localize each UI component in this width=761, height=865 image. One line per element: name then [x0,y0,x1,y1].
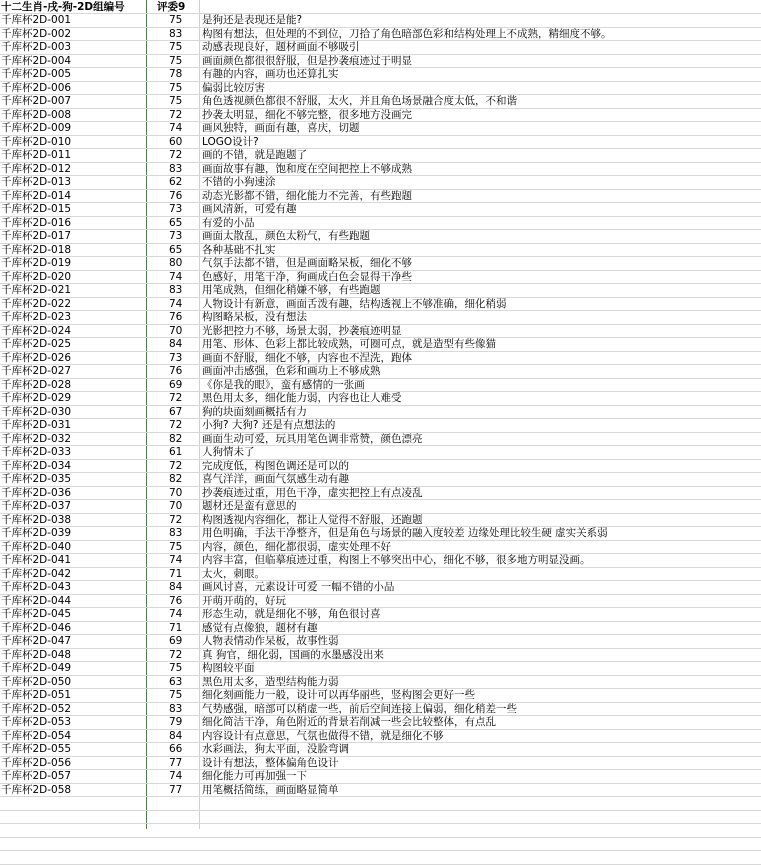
cell-id[interactable]: 千库杯2D-004 [1,54,72,67]
cell-comment[interactable]: 动态光影都不错，细化能力不完善，有些跑题 [202,189,412,202]
cell-score[interactable]: 72 [169,108,183,121]
cell-comment[interactable]: 内容，颜色，细化都很弱，虚实处理不好 [202,540,391,553]
cell-score[interactable]: 84 [169,581,183,593]
cell-comment[interactable]: 开萌开萌的，好玩 [202,594,286,607]
cell-id[interactable]: 千库杯2D-052 [1,702,72,715]
table-row [0,14,761,28]
cell-id[interactable]: 千库杯2D-029 [1,392,72,404]
cell-id[interactable]: 千库杯2D-037 [1,500,72,512]
cell-id[interactable]: 千库杯2D-033 [1,446,72,458]
empty-row[interactable] [0,811,761,825]
cell-comment[interactable]: 气势感强，暗部可以稍虚一些，前后空间连接上偏弱，细化稍差一些 [202,702,517,715]
cell-comment[interactable]: 细化刻画能力一般，设计可以再华丽些，竖构图会更好一些 [202,689,475,701]
cell-comment[interactable]: 光影把控力不够，场景太弱，抄袭痕迹明显 [202,324,402,337]
table-row [0,460,761,474]
cell-score[interactable]: 74 [169,608,183,620]
cell-comment[interactable]: 画风独特，画面有趣，喜庆，切题 [202,122,360,134]
table-row [0,163,761,177]
cell-score[interactable]: 75 [169,95,183,107]
table-row [0,500,761,514]
cell-score[interactable]: 78 [169,68,183,80]
cell-score[interactable]: 75 [169,81,183,94]
table-row [0,298,761,312]
cell-id[interactable]: 千库杯2D-024 [1,324,72,337]
header-cell-id[interactable]: 十二生肖-戌-狗-2D组编号 [1,1,125,13]
cell-comment[interactable]: 各种基础不扎实 [202,243,276,256]
cell-comment[interactable]: 真 狗官，细化弱，国画的水墨感没出来 [202,648,384,661]
cell-score[interactable]: 77 [169,783,183,796]
table-row [0,41,761,55]
cell-score[interactable]: 83 [169,27,183,40]
cell-comment[interactable]: 设计有想法，整体偏角色设计 [202,756,339,769]
cell-comment[interactable]: 用色明确，手法干净整齐，但是角色与场景的融入度较差 边缘处理比较生硬 虚实关系弱 [202,527,608,539]
cell-score[interactable]: 83 [169,162,183,175]
cell-score[interactable]: 75 [169,662,183,674]
cell-comment[interactable]: 黑色用太多，细化能力弱，内容也让人难受 [202,392,402,404]
cell-comment[interactable]: 有爱的小品 [202,216,255,229]
cell-comment[interactable]: 不错的小狗速涂 [202,176,276,188]
cell-id[interactable]: 千库杯2D-038 [1,513,72,526]
cell-comment[interactable]: 画面颜色都很很舒服，但是抄袭痕迹过于明显 [202,54,412,67]
cell-id[interactable]: 千库杯2D-046 [1,621,72,634]
cell-comment[interactable]: 喜气洋洋，画面气氛感生动有趣 [202,473,349,485]
cell-id[interactable]: 千库杯2D-042 [1,567,72,580]
cell-score[interactable]: 74 [169,270,183,283]
table-row [0,676,761,690]
cell-score[interactable]: 77 [169,756,183,769]
cell-id[interactable]: 千库杯2D-008 [1,108,72,121]
cell-id[interactable]: 千库杯2D-016 [1,216,72,229]
table-row [0,514,761,528]
cell-score[interactable]: 72 [169,648,183,661]
cell-comment[interactable]: 内容设计有点意思，气氛也做得不错，就是细化不够 [202,729,444,742]
table-row [0,622,761,636]
cell-comment[interactable]: 构图略呆板，没有想法 [202,311,307,323]
cell-score[interactable]: 73 [169,203,183,215]
cell-score[interactable]: 70 [169,500,183,512]
cell-score[interactable]: 69 [169,635,183,647]
table-row [0,55,761,69]
empty-row[interactable] [0,838,761,852]
cell-comment[interactable]: 太火，刺眼。 [202,567,265,580]
cell-score[interactable]: 74 [169,297,183,310]
cell-id[interactable]: 千库杯2D-007 [1,95,72,107]
cell-score[interactable]: 66 [169,743,183,755]
cell-score[interactable]: 76 [169,594,183,607]
cell-id[interactable]: 千库杯2D-047 [1,635,72,647]
table-row [0,487,761,501]
table-row [0,217,761,231]
cell-comment[interactable]: 画面故事有趣，饱和度在空间把控上不够成熟 [202,162,412,175]
cell-id[interactable]: 千库杯2D-057 [1,770,72,782]
cell-comment[interactable]: 画风讨喜，元素设计可爱 一幅不错的小品 [202,581,395,593]
table-row [0,757,761,771]
table-row [0,595,761,609]
cell-id[interactable]: 千库杯2D-017 [1,230,72,242]
table-row [0,311,761,325]
cell-score[interactable]: 76 [169,365,183,377]
cell-score[interactable]: 83 [169,527,183,539]
cell-score[interactable]: 82 [169,432,183,445]
cell-score[interactable]: 71 [169,567,183,580]
table-row [0,284,761,298]
cell-score[interactable]: 83 [169,702,183,715]
cell-id[interactable]: 千库杯2D-027 [1,365,72,377]
table-row [0,527,761,541]
cell-comment[interactable]: 抄袭太明显，细化不够完整，很多地方没画完 [202,108,412,121]
cell-id[interactable]: 千库杯2D-055 [1,743,72,755]
cell-score[interactable]: 72 [169,419,183,431]
cell-id[interactable]: 千库杯2D-030 [1,405,72,418]
cell-comment[interactable]: 构图透视内容细化，都让人觉得不舒服，还跑题 [202,513,423,526]
cell-id[interactable]: 千库杯2D-022 [1,297,72,310]
cell-comment[interactable]: 角色透视颜色都很不舒服，太火，并且角色场景融合度太低，不和谐 [202,95,517,107]
cell-score[interactable]: 75 [169,540,183,553]
cell-id[interactable]: 千库杯2D-009 [1,122,72,134]
table-row [0,257,761,271]
cell-comment[interactable]: 形态生动，就是细化不够，角色很讨喜 [202,608,381,620]
cell-score[interactable]: 72 [169,149,183,161]
table-row [0,190,761,204]
table-row [0,446,761,460]
cell-score[interactable]: 70 [169,486,183,499]
cell-id[interactable]: 千库杯2D-023 [1,311,72,323]
cell-comment[interactable]: 题材还是蛮有意思的 [202,500,297,512]
table-row [0,703,761,717]
cell-score[interactable]: 67 [169,405,183,418]
cell-score[interactable]: 76 [169,311,183,323]
table-row [0,419,761,433]
cell-comment[interactable]: 内容丰富，但临摹痕迹过重，构图上不够突出中心，细化不够，很多地方明显没画。 [202,554,591,566]
data-rows [0,14,761,865]
cell-score[interactable]: 69 [169,378,183,391]
table-row [0,325,761,339]
cell-comment[interactable]: 画风清新，可爱有趣 [202,203,297,215]
table-row [0,271,761,285]
cell-comment[interactable]: 色感好，用笔干净，狗画成白色会显得干净些 [202,270,412,283]
table-row [0,392,761,406]
cell-id[interactable]: 千库杯2D-053 [1,716,72,728]
table-row [0,176,761,190]
table-row [0,203,761,217]
cell-score[interactable]: 83 [169,284,183,296]
cell-comment[interactable]: 用笔、形体、色彩上都比较成熟，可圈可点，就是造型有些像猫 [202,338,496,350]
cell-score[interactable]: 60 [169,135,183,148]
empty-row[interactable] [0,851,761,865]
cell-id[interactable]: 千库杯2D-010 [1,135,72,148]
cell-comment[interactable]: 是狗还是表现还是能? [202,14,303,26]
cell-score[interactable]: 84 [169,338,183,350]
table-row [0,608,761,622]
cell-comment[interactable]: 狗的块面刻画概括有力 [202,405,307,418]
cell-id[interactable]: 千库杯2D-028 [1,378,72,391]
cell-comment[interactable]: 画的不错，就是跑题了 [202,149,307,161]
empty-row[interactable] [0,824,761,838]
cell-comment[interactable]: 画面不舒服，细化不够，内容也不涅洗，跑体 [202,351,412,364]
cell-comment[interactable]: 用笔概括简练，画面略显简单 [202,783,339,796]
cell-id[interactable]: 千库杯2D-035 [1,473,72,485]
table-row [0,365,761,379]
cell-comment[interactable]: 小狗? 大狗? 还是有点想法的 [202,419,336,431]
cell-id[interactable]: 千库杯2D-026 [1,351,72,364]
cell-id[interactable]: 千库杯2D-045 [1,608,72,620]
cell-id[interactable]: 千库杯2D-039 [1,527,72,539]
cell-id[interactable]: 千库杯2D-049 [1,662,72,674]
cell-score[interactable]: 73 [169,230,183,242]
cell-comment[interactable]: 画面太散乱，颜色太粉气，有些跑题 [202,230,370,242]
table-row [0,635,761,649]
table-row [0,649,761,663]
cell-score[interactable]: 74 [169,770,183,782]
cell-comment[interactable]: 《你是我的眼》，蛮有感情的一张画 [202,378,365,391]
table-row [0,730,761,744]
cell-comment[interactable]: 用笔成熟，但细化稍嫌不够，有些跑题 [202,284,381,296]
cell-score[interactable]: 65 [169,243,183,256]
cell-score[interactable]: 71 [169,621,183,634]
cell-id[interactable]: 千库杯2D-014 [1,189,72,202]
cell-score[interactable]: 75 [169,41,183,53]
table-row [0,568,761,582]
table-row [0,28,761,42]
cell-score[interactable]: 65 [169,216,183,229]
table-row [0,95,761,109]
table-row [0,149,761,163]
cell-comment[interactable]: 有趣的内容，画功也还算扎实 [202,68,339,80]
cell-id[interactable]: 千库杯2D-051 [1,689,72,701]
table-row [0,662,761,676]
cell-id[interactable]: 千库杯2D-031 [1,419,72,431]
cell-id[interactable]: 千库杯2D-002 [1,27,72,40]
cell-id[interactable]: 千库杯2D-011 [1,149,72,161]
table-row [0,68,761,82]
cell-score[interactable]: 79 [169,716,183,728]
table-row [0,581,761,595]
cell-id[interactable]: 千库杯2D-005 [1,68,72,80]
cell-id[interactable]: 千库杯2D-048 [1,648,72,661]
cell-comment[interactable]: 细化简洁干净，角色附近的背景若削减一些会比较整体，有点乱 [202,716,496,728]
cell-id[interactable]: 千库杯2D-001 [1,14,72,26]
cell-id[interactable]: 千库杯2D-032 [1,432,72,445]
cell-score[interactable]: 74 [169,554,183,566]
cell-id[interactable]: 千库杯2D-013 [1,176,72,188]
table-row [0,122,761,136]
table-row [0,473,761,487]
cell-comment[interactable]: 人物表情动作呆板，故事性弱 [202,635,339,647]
cell-id[interactable]: 千库杯2D-056 [1,756,72,769]
table-row [0,136,761,150]
table-row [0,338,761,352]
cell-id[interactable]: 千库杯2D-012 [1,162,72,175]
cell-comment[interactable]: 动感表现良好，题材画面不够吸引 [202,41,360,53]
cell-comment[interactable]: 完成度低，构图色调还是可以的 [202,459,349,472]
empty-row[interactable] [0,797,761,811]
table-row [0,352,761,366]
cell-id[interactable]: 千库杯2D-043 [1,581,72,593]
cell-score[interactable]: 72 [169,392,183,404]
cell-comment[interactable]: LOGO设计? [202,135,259,148]
cell-comment[interactable]: 抄袭痕迹过重，用色干净，虚实把控上有点凌乱 [202,486,423,499]
table-row [0,433,761,447]
cell-comment[interactable]: 画面冲击感强，色彩和画功上不够成熟 [202,365,381,377]
cell-id[interactable]: 千库杯2D-015 [1,203,72,215]
cell-score[interactable]: 75 [169,689,183,701]
table-row [0,743,761,757]
cell-score[interactable]: 61 [169,446,183,458]
cell-comment[interactable]: 构图有想法，但处理的不到位，刀拾了角色暗部色彩和结构处理上不成熟，精细度不够。 [202,27,612,40]
table-row [0,554,761,568]
cell-id[interactable]: 千库杯2D-058 [1,783,72,796]
table-row [0,230,761,244]
cell-id[interactable]: 千库杯2D-050 [1,675,72,688]
cell-comment[interactable]: 画面生动可爱，玩具用笔色调非常赞，颜色漂亮 [202,432,423,445]
cell-id[interactable]: 千库杯2D-019 [1,257,72,269]
table-row [0,379,761,393]
cell-score[interactable]: 73 [169,351,183,364]
cell-comment[interactable]: 细化能力可再加强一下 [202,770,307,782]
cell-id[interactable]: 千库杯2D-054 [1,729,72,742]
cell-score[interactable]: 74 [169,122,183,134]
cell-score[interactable]: 70 [169,324,183,337]
cell-id[interactable]: 千库杯2D-020 [1,270,72,283]
table-row [0,244,761,258]
cell-id[interactable]: 千库杯2D-044 [1,594,72,607]
table-row [0,716,761,730]
cell-id[interactable]: 千库杯2D-021 [1,284,72,296]
header-cell-score[interactable]: 评委9 [157,1,186,13]
cell-score[interactable]: 63 [169,675,183,688]
cell-score[interactable]: 84 [169,729,183,742]
cell-comment[interactable]: 人物设计有新意，画面舌泼有趣，结构透视上不够准确，细化稍弱 [202,297,507,310]
cell-score[interactable]: 62 [169,176,183,188]
cell-id[interactable]: 千库杯2D-003 [1,41,72,53]
cell-id[interactable]: 千库杯2D-036 [1,486,72,499]
table-row [0,784,761,798]
table-row [0,406,761,420]
cell-id[interactable]: 千库杯2D-034 [1,459,72,472]
cell-id[interactable]: 千库杯2D-018 [1,243,72,256]
cell-comment[interactable]: 黑色用太多，造型结构能力弱 [202,675,339,688]
cell-comment[interactable]: 构图较平面 [202,662,255,674]
header-row [0,0,761,14]
cell-comment[interactable]: 水彩画法，狗太平面，没脸弯调 [202,743,349,755]
cell-id[interactable]: 千库杯2D-040 [1,540,72,553]
cell-comment[interactable]: 气氛手法都不错，但是画面略呆板，细化不够 [202,257,412,269]
cell-id[interactable]: 千库杯2D-025 [1,338,72,350]
table-row [0,541,761,555]
cell-score[interactable]: 82 [169,473,183,485]
table-row [0,689,761,703]
table-row [0,109,761,123]
table-row [0,770,761,784]
cell-score[interactable]: 76 [169,189,183,202]
cell-id[interactable]: 千库杯2D-006 [1,81,72,94]
cell-comment[interactable]: 感觉有点像狼，题材有趣 [202,621,318,634]
cell-comment[interactable]: 偏弱比较厉害 [202,81,265,94]
cell-id[interactable]: 千库杯2D-041 [1,554,72,566]
cell-score[interactable]: 72 [169,459,183,472]
cell-score[interactable]: 75 [169,54,183,67]
cell-score[interactable]: 72 [169,513,183,526]
cell-score[interactable]: 75 [169,14,183,26]
cell-comment[interactable]: 人狗情未了 [202,446,255,458]
table-row [0,82,761,96]
cell-score[interactable]: 80 [169,257,183,269]
